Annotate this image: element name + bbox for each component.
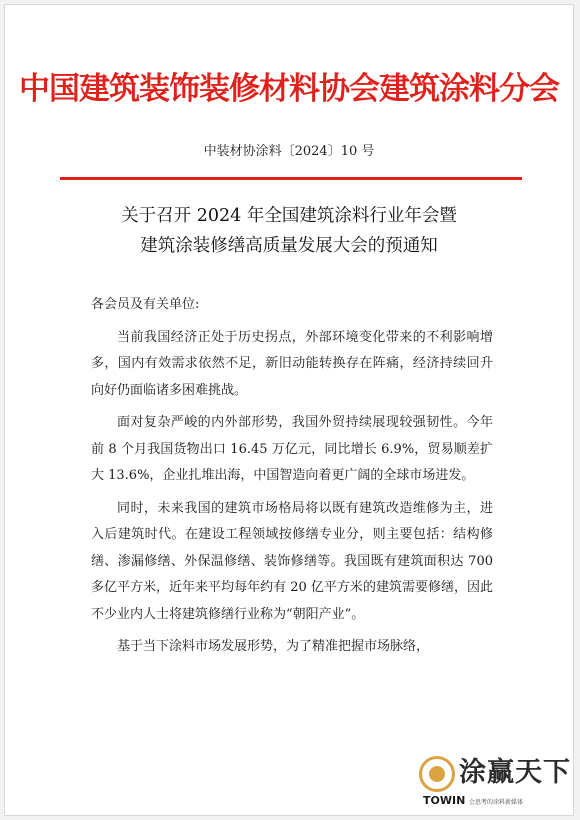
body-paragraph-4: 基于当下涂料市场发展形势，为了精准把握市场脉络， bbox=[117, 639, 430, 654]
salutation: 各会员及有关单位: bbox=[91, 297, 200, 312]
red-divider-line bbox=[60, 177, 522, 180]
notice-title-line-2: 建筑涂装修缮高质量发展大会的预通知 bbox=[140, 236, 438, 256]
document-number: 中装材协涂料〔2024〕10 号 bbox=[203, 144, 375, 159]
document-page bbox=[4, 4, 574, 816]
body-paragraph-2: 面对复杂严峻的内外部形势，我国外贸持续展现较强韧性。今年前 8 个月我国货物出口 16.45 万亿元，同比增长 6.9%，贸易顺差扩大 13.6%，企业扎堆出海，中国智造向着更广阔的全球市场进发。 bbox=[91, 415, 493, 483]
notice-title-line-1: 关于召开 2024 年全国建筑涂料行业年会暨 bbox=[121, 206, 457, 226]
notice-title bbox=[5, 201, 573, 261]
notice-body bbox=[91, 292, 493, 661]
body-paragraph-3: 同时，未来我国的建筑市场格局将以既有建筑改造维修为主，进入后建筑时代。在建设工程领域按修缮专业分，则主要包括：结构修缮、渗漏修缮、外保温修缮、装饰修缮等。我国既有建筑面积达 700 多亿平方米，近年来平均每年约有 20 亿平方米的建筑需要修缮，因此不少业内人士将建筑修缮行业称为“朝阳产业”。 bbox=[91, 500, 493, 622]
towin-logo-icon bbox=[419, 756, 455, 792]
organization-masthead: 中国建筑装饰装修材料协会建筑涂料分会 bbox=[19, 71, 559, 107]
watermark-brand: TOWIN bbox=[423, 794, 466, 807]
body-paragraph-1: 当前我国经济正处于历史拐点，外部环境变化带来的不利影响增多，国内有效需求依然不足，新旧动能转换存在阵痛，经济持续回升向好仍面临诸多困难挑战。 bbox=[91, 329, 493, 398]
watermark bbox=[419, 753, 571, 813]
watermark-name: 涂赢天下 bbox=[459, 757, 571, 788]
watermark-slogan: 会思考的涂料新媒体 bbox=[469, 799, 524, 806]
